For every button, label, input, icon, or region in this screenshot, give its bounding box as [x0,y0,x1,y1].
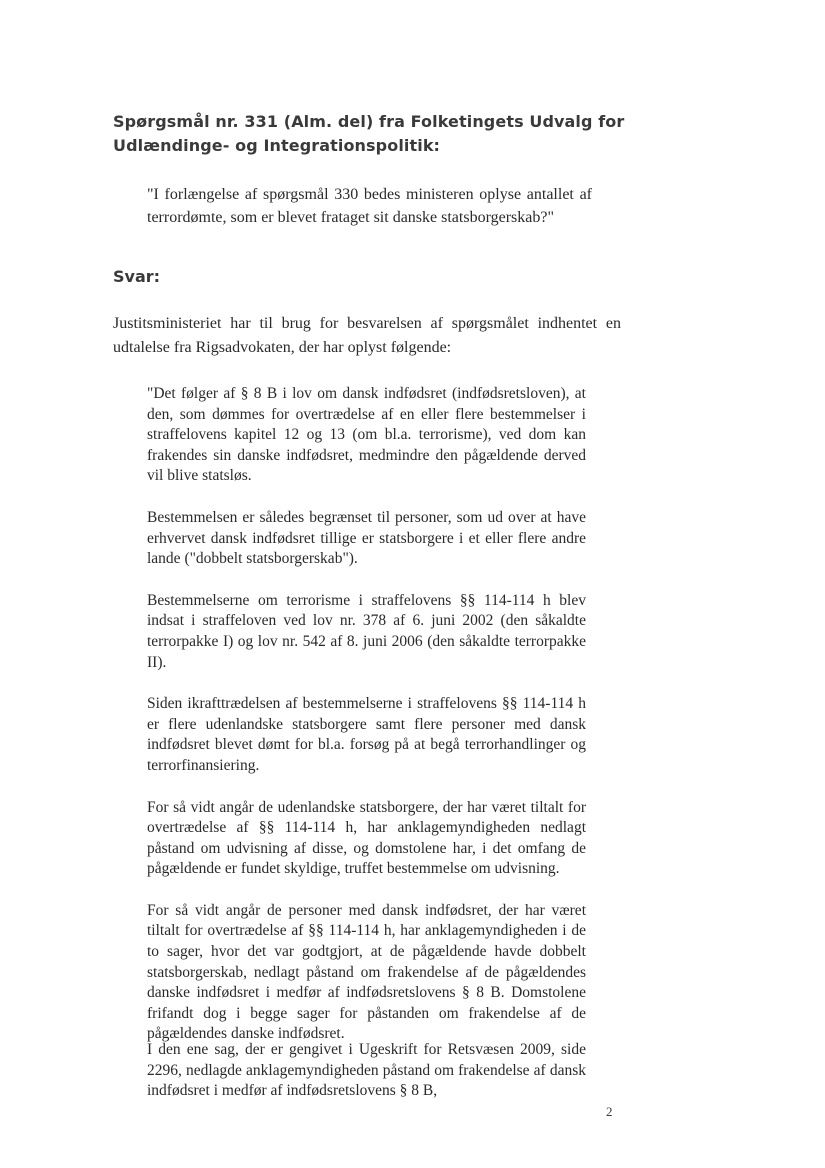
page-number: 2 [606,1104,613,1119]
quoted-statement [147,384,586,1066]
quote-paragraph: Bestemmelsen er således begrænset til personer, som ud over at have erhvervet dansk indfødsret tillige er statsborgere i et eller flere andre lande ("dobbelt statsborgerskab"). [147,508,586,568]
question-text: "I forlængelse af spørgsmål 330 bedes ministeren oplyse antallet af terrordømte, som er blevet frataget sit danske statsborgerskab?" [147,186,592,226]
answer-intro: Justitsministeriet har til brug for besvarelsen af spørgsmålet indhentet en udtalelse fra Rigsadvokaten, der har oplyst følgende: [113,315,621,356]
quote-paragraph: Bestemmelserne om terrorisme i straffelovens §§ 114-114 h blev indsat i straffeloven ved lov nr. 378 af 6. juni 2002 (den såkaldte terrorpakke I) og lov nr. 542 af 8. juni 2006 (den såkaldte terrorpakke II). [147,591,586,671]
quote-paragraph: For så vidt angår de udenlandske statsborgere, der har været tiltalt for overtrædelse af §§ 114-114 h, har anklagemyndigheden nedlagt påstand om udvisning af disse, og domstolene har, i det omfang de pågældende er fundet skyldige, truffet bestemmelse om udvisning. [147,798,586,878]
quote-paragraph: Siden ikrafttrædelsen af bestemmelserne i straffelovens §§ 114-114 h er flere udenlandske statsborgere samt flere personer med dansk indfødsret blevet dømt for bl.a. forsøg på at begå terrorhandlinger og terrorfinansiering. [147,695,586,774]
question-heading: Spørgsmål nr. 331 (Alm. del) fra Folketingets Udvalg for Udlændinge- og Integrationspolitik: [113,112,625,155]
quote-paragraph: "Det følger af § 8 B i lov om dansk indfødsret (indfødsretsloven), at den, som dømmes for overtrædelse af en eller flere bestemmelser i straffelovens kapitel 12 og 13 (om bl.a. terrorisme), ved dom kan frakendes sin danske indfødsret, medmindre den pågældende derved vil blive statsløs. [147,385,586,485]
answer-label: Svar: [113,267,161,286]
quote-paragraph-last: I den ene sag, der er gengivet i Ugeskrift for Retsvæsen 2009, side 2296, nedlagde anklagemyndigheden påstand om frakendelse af dansk indfødsret i medfør af indfødsretslovens § 8 B, [147,1041,586,1100]
quote-paragraph: For så vidt angår de personer med dansk indfødsret, der har været tiltalt for overtrædelse af §§ 114-114 h, har anklagemyndigheden i de to sager, hvor det var godtgjort, at de pågældende havde dobbelt statsborgerskab, nedlagt påstand om frakendelse af de pågældendes danske indfødsret i medfør af indfødsretslovens § 8 B. Domstolene frifandt dog i begge sager for påstanden om frakendelse af de pågældendes danske indfødsret. [147,901,586,1043]
